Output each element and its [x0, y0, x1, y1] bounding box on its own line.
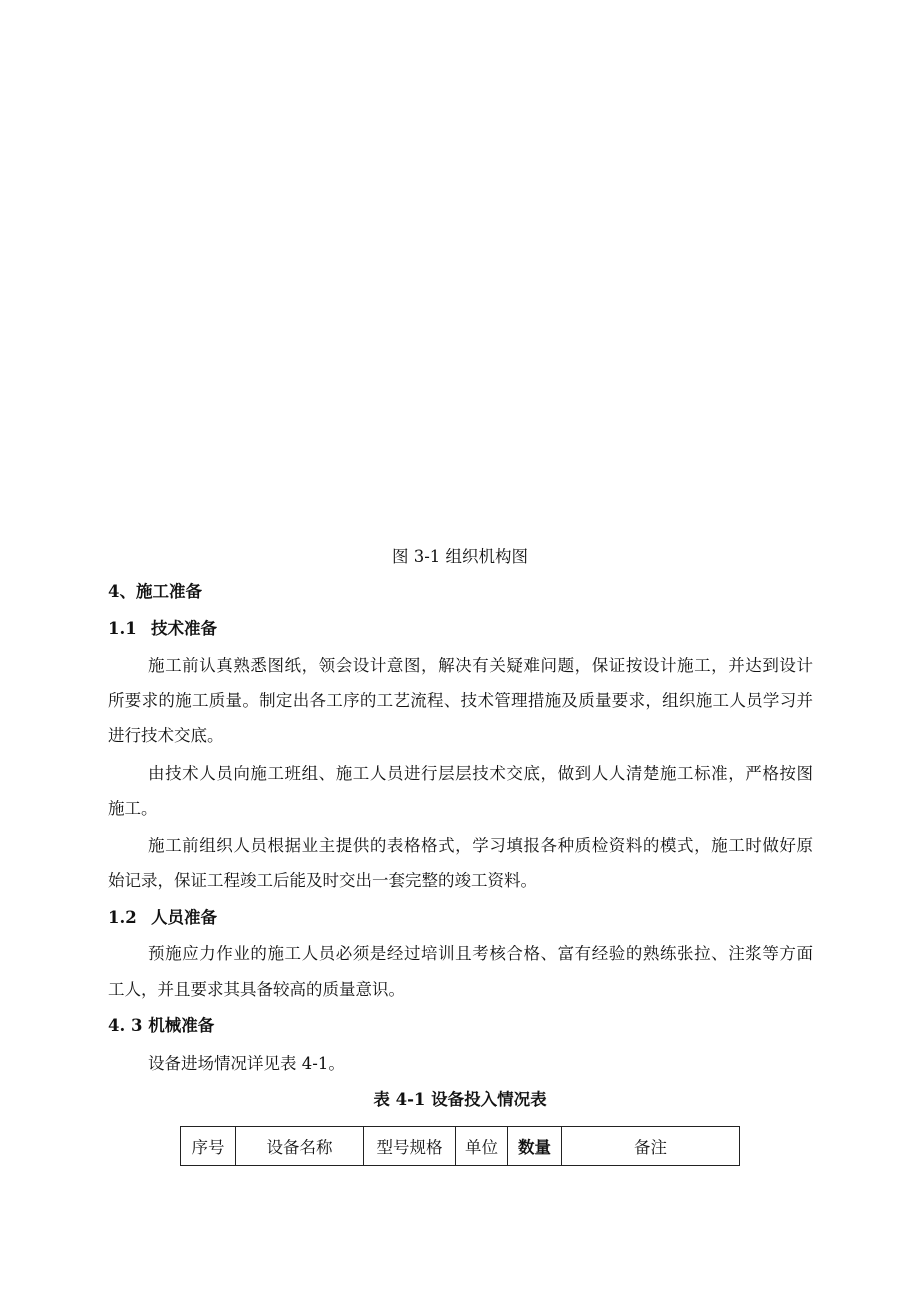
personnel-paragraph-line-2: 工人，并且要求其具备较高的质量意识。	[108, 980, 405, 999]
header-cell-quantity: 数量	[508, 1127, 562, 1166]
tech-paragraph-2-line-2: 施工。	[108, 799, 158, 818]
figure-caption: 图 3-1 组织机构图	[391, 547, 529, 566]
subsection-number-1-1: 1.1	[108, 619, 137, 638]
header-cell-index: 序号	[181, 1127, 236, 1166]
header-cell-remarks: 备注	[562, 1127, 740, 1166]
tech-paragraph-1-line-3: 进行技术交底。	[108, 726, 224, 745]
table-caption: 表 4-1 设备投入情况表	[373, 1090, 547, 1109]
machinery-paragraph: 设备进场情况详见表 4-1。	[148, 1054, 345, 1073]
subsection-number-1-2: 1.2	[108, 908, 137, 927]
tech-paragraph-1-line-1: 施工前认真熟悉图纸，领会设计意图，解决有关疑难问题，保证按设计施工，并达到设计	[148, 656, 813, 675]
header-cell-unit: 单位	[456, 1127, 508, 1166]
subsection-title-tech: 技术准备	[151, 619, 217, 638]
tech-paragraph-2-line-1: 由技术人员向施工班组、施工人员进行层层技术交底，做到人人清楚施工标准，严格按图	[148, 764, 813, 783]
equipment-table	[180, 1126, 740, 1166]
tech-paragraph-1-line-2: 所要求的施工质量。制定出各工序的工艺流程、技术管理措施及质量要求，组织施工人员学习并	[108, 691, 813, 710]
tech-paragraph-3-line-2: 始记录，保证工程竣工后能及时交出一套完整的竣工资料。	[108, 871, 537, 890]
subsection-title-machinery: 4. 3 机械准备	[108, 1016, 215, 1035]
tech-paragraph-3-line-1: 施工前组织人员根据业主提供的表格格式，学习填报各种质检资料的模式，施工时做好原	[148, 836, 813, 855]
section-heading-4: 4、施工准备	[108, 582, 202, 601]
subsection-title-personnel: 人员准备	[151, 908, 217, 927]
header-cell-model: 型号规格	[364, 1127, 456, 1166]
header-cell-name: 设备名称	[236, 1127, 364, 1166]
personnel-paragraph-line-1: 预施应力作业的施工人员必须是经过培训且考核合格、富有经验的熟练张拉、注浆等方面	[148, 944, 813, 963]
table-header-row	[181, 1127, 740, 1166]
